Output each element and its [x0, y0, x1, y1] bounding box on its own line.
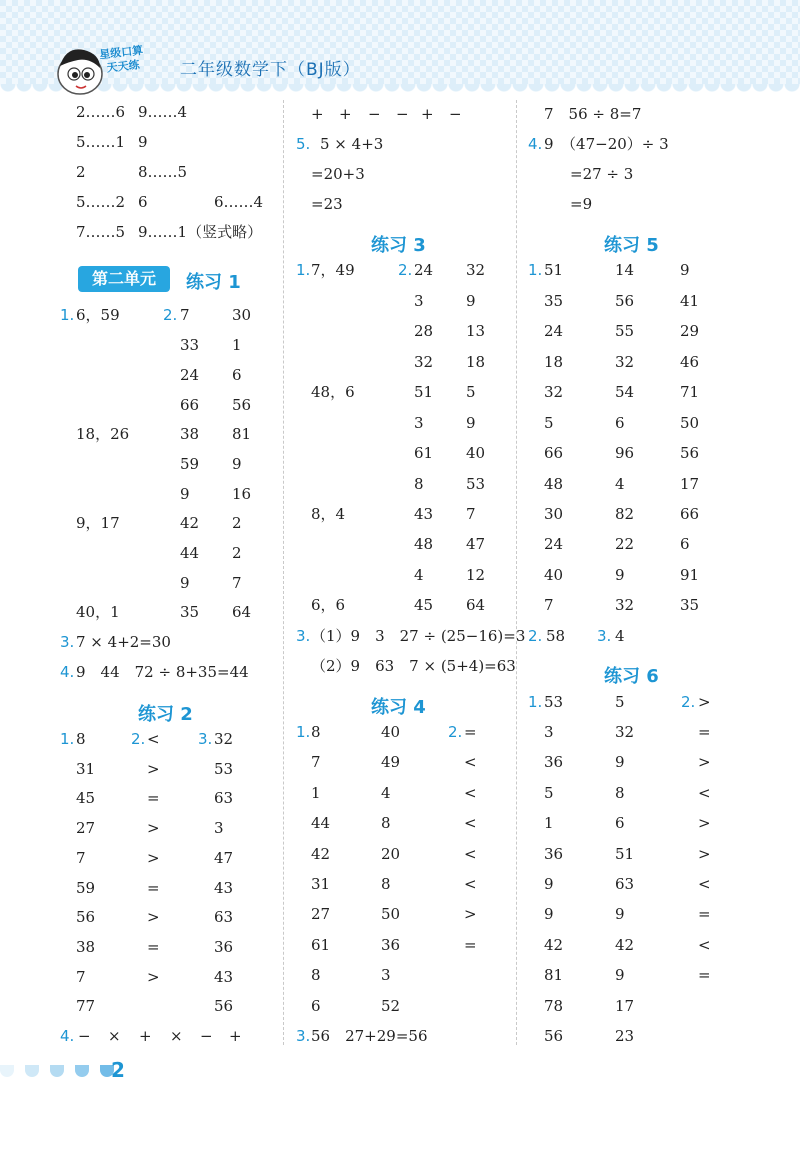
answer-cell: 8 — [615, 784, 625, 802]
answer-cell: =27 ÷ 3 — [570, 165, 634, 183]
answer-cell: 33 — [180, 336, 200, 354]
answer-cell: 53 — [214, 760, 234, 778]
answer-cell: − — [396, 105, 409, 123]
answer-cell: 6 — [680, 535, 690, 553]
section-title-ex6: 练习 6 — [604, 666, 659, 687]
question-number: 2. — [448, 723, 463, 741]
question-number: 2. — [681, 693, 696, 711]
answer-cell: 7 — [76, 849, 86, 867]
answer-cell: < — [464, 814, 477, 832]
answer-cell: + — [229, 1027, 242, 1045]
answer-cell: 7 × 4+2=30 — [76, 633, 171, 651]
answer-cell: 5 — [466, 383, 476, 401]
answer-cell: 13 — [466, 322, 486, 340]
column-divider-1 — [283, 100, 284, 1045]
answer-cell: 47 — [466, 535, 486, 553]
answer-cell: > — [698, 753, 711, 771]
answer-cell: 9 — [680, 261, 690, 279]
answer-cell: 48 — [544, 475, 564, 493]
answer-cell: 82 — [615, 505, 635, 523]
answer-cell: 5 × 4+3 — [320, 135, 384, 153]
answer-cell: 43 — [214, 968, 234, 986]
answer-cell: 3 — [414, 292, 424, 310]
answer-cell: 64 — [232, 603, 252, 621]
answer-cell: 7 — [180, 306, 190, 324]
answer-cell: 9……1（竖式略） — [138, 223, 263, 241]
answer-cell: 18 — [544, 353, 564, 371]
answer-cell: 7 — [544, 596, 554, 614]
answer-cell: 56 — [615, 292, 635, 310]
answer-cell: = — [698, 966, 711, 984]
answer-cell: 35 — [180, 603, 200, 621]
answer-cell: > — [147, 968, 160, 986]
answer-cell: 20 — [381, 845, 401, 863]
answer-cell: 14 — [615, 261, 635, 279]
question-number: 2. — [163, 306, 178, 324]
answer-cell: < — [464, 753, 477, 771]
answer-cell: 6，59 — [76, 306, 120, 324]
answer-cell: = — [147, 879, 160, 897]
answer-cell: 5 — [544, 414, 554, 432]
answer-cell: 53 — [466, 475, 486, 493]
answer-cell: 8 — [381, 875, 391, 893]
answer-cell: 48 — [414, 535, 434, 553]
answer-cell: 9 — [138, 133, 148, 151]
answer-cell: 36 — [214, 938, 234, 956]
answer-cell: 5 — [544, 784, 554, 802]
footer-dot — [0, 1065, 14, 1077]
answer-cell: < — [464, 784, 477, 802]
answer-cell: + — [339, 105, 352, 123]
answer-cell: 66 — [180, 396, 200, 414]
answer-cell: < — [464, 875, 477, 893]
answer-cell: > — [147, 908, 160, 926]
answer-cell: 44 — [311, 814, 331, 832]
answer-cell: + — [311, 105, 324, 123]
answer-cell: 7……5 — [76, 223, 126, 241]
answer-cell: 16 — [232, 485, 252, 503]
answer-cell: 53 — [544, 693, 564, 711]
answer-cell: 42 — [615, 936, 635, 954]
answer-cell: 40，1 — [76, 603, 120, 621]
answer-cell: 6 — [615, 814, 625, 832]
answer-cell: 32 — [615, 596, 635, 614]
question-number: 1. — [296, 723, 311, 741]
answer-cell: 45 — [414, 596, 434, 614]
answer-cell: < — [464, 845, 477, 863]
answer-cell: 41 — [680, 292, 700, 310]
answer-cell: 9 — [615, 966, 625, 984]
answer-cell: 29 — [680, 322, 700, 340]
question-number: 3. — [198, 730, 213, 748]
answer-cell: 48，6 — [311, 383, 355, 401]
answer-cell: 38 — [180, 425, 200, 443]
answer-cell: 1 — [311, 784, 321, 802]
answer-cell: 4 — [381, 784, 391, 802]
answer-cell: 28 — [414, 322, 434, 340]
answer-cell: 7 — [466, 505, 476, 523]
answer-cell: 24 — [180, 366, 200, 384]
answer-cell: 6，6 — [311, 596, 346, 614]
footer-dot — [50, 1065, 64, 1077]
answer-cell: 9，17 — [76, 514, 120, 532]
answer-cell: 9 44 72 ÷ 8+35=44 — [76, 663, 249, 681]
answer-cell: 2……6 — [76, 103, 126, 121]
question-number: 5. — [296, 135, 311, 153]
answer-cell: 30 — [544, 505, 564, 523]
answer-cell: 2 — [76, 163, 86, 181]
answer-cell: 6 — [138, 193, 148, 211]
question-number: 1. — [528, 693, 543, 711]
answer-cell: 43 — [414, 505, 434, 523]
answer-cell: = — [464, 723, 477, 741]
answer-cell: 50 — [680, 414, 700, 432]
answer-cell: + — [139, 1027, 152, 1045]
answer-cell: 38 — [76, 938, 96, 956]
answer-cell: 32 — [615, 353, 635, 371]
answer-cell: 4 — [414, 566, 424, 584]
answer-cell: 51 — [615, 845, 635, 863]
answer-cell: 12 — [466, 566, 486, 584]
answer-cell: 18 — [466, 353, 486, 371]
question-number: 4. — [60, 1027, 75, 1045]
answer-cell: 64 — [466, 596, 486, 614]
answer-cell: 9……4 — [138, 103, 188, 121]
question-number: 1. — [60, 306, 75, 324]
logo-text — [99, 44, 146, 76]
page-number: 2 — [111, 1058, 125, 1082]
answer-cell: 3 — [414, 414, 424, 432]
footer-dots — [0, 1062, 120, 1078]
answer-cell: − — [449, 105, 462, 123]
answer-cell: 3 — [544, 723, 554, 741]
answer-cell: 36 — [544, 845, 564, 863]
answer-cell: 96 — [615, 444, 635, 462]
answer-cell: 8，4 — [311, 505, 346, 523]
answer-cell: 66 — [544, 444, 564, 462]
answer-cell: 4 — [615, 627, 625, 645]
answer-cell: 7，49 — [311, 261, 355, 279]
answer-cell: = — [464, 936, 477, 954]
answer-cell: 1 — [544, 814, 554, 832]
answer-cell: 52 — [381, 997, 401, 1015]
question-number: 3. — [597, 627, 612, 645]
answer-cell: （1）9 3 27 ÷ (25−16)=3 — [311, 627, 526, 645]
answer-cell: = — [147, 789, 160, 807]
question-number: 1. — [528, 261, 543, 279]
answer-cell: 40 — [544, 566, 564, 584]
answer-cell: 9 — [544, 875, 554, 893]
answer-cell: 66 — [680, 505, 700, 523]
answer-cell: 5……1 — [76, 133, 126, 151]
answer-cell: 58 — [546, 627, 566, 645]
answer-cell: × — [170, 1027, 183, 1045]
answer-cell: 5……2 — [76, 193, 126, 211]
answer-cell: 32 — [214, 730, 234, 748]
answer-cell: =20+3 — [311, 165, 365, 183]
answer-cell: 42 — [544, 936, 564, 954]
answer-cell: 8 — [76, 730, 86, 748]
answer-cell: 30 — [232, 306, 252, 324]
question-number: 3. — [296, 1027, 311, 1045]
answer-cell: 32 — [544, 383, 564, 401]
answer-cell: 7 — [76, 968, 86, 986]
answer-cell: 32 — [615, 723, 635, 741]
answer-cell: = — [698, 723, 711, 741]
footer-dot — [25, 1065, 39, 1077]
answer-cell: 2 — [232, 514, 242, 532]
answer-cell: 81 — [544, 966, 564, 984]
answer-cell: 9 — [615, 753, 625, 771]
answer-cell: 51 — [414, 383, 434, 401]
answer-cell: > — [147, 849, 160, 867]
answer-cell: 55 — [615, 322, 635, 340]
answer-cell: × — [108, 1027, 121, 1045]
answer-cell: 24 — [544, 322, 564, 340]
answer-cell: > — [698, 845, 711, 863]
answer-cell: = — [698, 905, 711, 923]
answer-cell: 1 — [232, 336, 242, 354]
answer-cell: < — [698, 936, 711, 954]
answer-cell: < — [147, 730, 160, 748]
question-number: 1. — [60, 730, 75, 748]
answer-cell: 78 — [544, 997, 564, 1015]
section-title-ex5: 练习 5 — [604, 235, 659, 256]
question-number: 4. — [528, 135, 543, 153]
answer-cell: 24 — [414, 261, 434, 279]
answer-cell: 43 — [214, 879, 234, 897]
header-band — [0, 0, 800, 90]
answer-cell: 40 — [381, 723, 401, 741]
answer-cell: 56 — [232, 396, 252, 414]
answer-cell: 63 — [615, 875, 635, 893]
footer-dot — [75, 1065, 89, 1077]
answer-cell: 6 — [311, 997, 321, 1015]
unit-badge: 第二单元 — [78, 266, 170, 292]
answer-cell: 27 — [311, 905, 331, 923]
answer-cell: 45 — [76, 789, 96, 807]
answer-cell: （2）9 63 7 × (5+4)=63 — [311, 657, 516, 675]
answer-cell: 6 — [615, 414, 625, 432]
answer-cell: 63 — [214, 908, 234, 926]
logo-text-line-1: 星级口算 — [98, 43, 144, 62]
section-title-ex2: 练习 2 — [138, 704, 193, 725]
answer-cell: > — [464, 905, 477, 923]
answer-cell: 7 — [232, 574, 242, 592]
section-title-ex1: 练习 1 — [186, 272, 241, 293]
answer-cell: 9 — [180, 574, 190, 592]
answer-cell: 36 — [544, 753, 564, 771]
answer-cell: − — [78, 1027, 91, 1045]
answer-cell: 4 — [615, 475, 625, 493]
answer-cell: 9 — [466, 414, 476, 432]
answer-cell: 56 — [680, 444, 700, 462]
answer-cell: 2 — [232, 544, 242, 562]
answer-cell: 6 — [232, 366, 242, 384]
answer-cell: 5 — [615, 693, 625, 711]
question-number: 2. — [131, 730, 146, 748]
answer-cell: 27 — [76, 819, 96, 837]
answer-cell: 9 — [615, 905, 625, 923]
answer-cell: 35 — [544, 292, 564, 310]
answer-cell: 50 — [381, 905, 401, 923]
answer-cell: 31 — [311, 875, 331, 893]
answer-cell: 40 — [466, 444, 486, 462]
section-title-ex3: 练习 3 — [371, 235, 426, 256]
answer-cell: 3 — [214, 819, 224, 837]
answer-cell: 9 — [232, 455, 242, 473]
answer-cell: 35 — [680, 596, 700, 614]
answer-cell: 9 — [615, 566, 625, 584]
answer-cell: 8 — [311, 723, 321, 741]
page-title: 二年级数学下（BJ版） — [180, 60, 361, 80]
answer-cell: 31 — [76, 760, 96, 778]
answer-cell: 32 — [414, 353, 434, 371]
answer-cell: 32 — [466, 261, 486, 279]
answer-cell: 54 — [615, 383, 635, 401]
question-number: 3. — [296, 627, 311, 645]
question-number: 3. — [60, 633, 75, 651]
answer-cell: 46 — [680, 353, 700, 371]
answer-cell: =9 — [570, 195, 593, 213]
answer-cell: 7 — [311, 753, 321, 771]
answer-cell: 8 — [381, 814, 391, 832]
answer-cell: 56 — [544, 1027, 564, 1045]
answer-cell: + — [421, 105, 434, 123]
answer-cell: =23 — [311, 195, 343, 213]
answer-cell: > — [698, 814, 711, 832]
answer-cell: 17 — [680, 475, 700, 493]
answer-cell: 22 — [615, 535, 635, 553]
logo-text-line-2: 天天练 — [106, 58, 141, 75]
answer-cell: > — [147, 760, 160, 778]
answer-cell: 9 （47−20）÷ 3 — [544, 135, 669, 153]
question-number: 1. — [296, 261, 311, 279]
answer-cell: 17 — [615, 997, 635, 1015]
answer-cell: 47 — [214, 849, 234, 867]
answer-cell: 59 — [76, 879, 96, 897]
answer-cell: 61 — [414, 444, 434, 462]
answer-cell: 7 56 ÷ 8=7 — [544, 105, 642, 123]
answer-cell: − — [368, 105, 381, 123]
answer-cell: = — [147, 938, 160, 956]
answer-cell: 42 — [311, 845, 331, 863]
answer-cell: 56 — [76, 908, 96, 926]
answer-cell: > — [147, 819, 160, 837]
answer-cell: 24 — [544, 535, 564, 553]
answer-cell: 36 — [381, 936, 401, 954]
answer-cell: 6……4 — [214, 193, 264, 211]
answer-cell: < — [698, 875, 711, 893]
answer-cell: 9 — [544, 905, 554, 923]
question-number: 4. — [60, 663, 75, 681]
answer-cell: 59 — [180, 455, 200, 473]
answer-cell: 8 — [311, 966, 321, 984]
answer-cell: 91 — [680, 566, 700, 584]
answer-cell: 9 — [466, 292, 476, 310]
answer-cell: 77 — [76, 997, 96, 1015]
answer-cell: 51 — [544, 261, 564, 279]
answer-cell: 44 — [180, 544, 200, 562]
question-number: 2. — [398, 261, 413, 279]
answer-cell: 9 — [180, 485, 190, 503]
answer-cell: < — [698, 784, 711, 802]
answer-cell: 56 27+29=56 — [311, 1027, 428, 1045]
answer-cell: 18，26 — [76, 425, 130, 443]
answer-cell: 42 — [180, 514, 200, 532]
answer-cell: 3 — [381, 966, 391, 984]
answer-cell: > — [698, 693, 711, 711]
answer-cell: 8……5 — [138, 163, 188, 181]
answer-cell: 56 — [214, 997, 234, 1015]
answer-cell: 81 — [232, 425, 252, 443]
column-divider-2 — [516, 100, 517, 1045]
answer-cell: 49 — [381, 753, 401, 771]
answer-cell: − — [200, 1027, 213, 1045]
answer-cell: 63 — [214, 789, 234, 807]
answer-cell: 61 — [311, 936, 331, 954]
answer-cell: 71 — [680, 383, 700, 401]
section-title-ex4: 练习 4 — [371, 697, 426, 718]
question-number: 2. — [528, 627, 543, 645]
header-scallop-border — [0, 84, 800, 96]
answer-cell: 23 — [615, 1027, 635, 1045]
answer-cell: 8 — [414, 475, 424, 493]
